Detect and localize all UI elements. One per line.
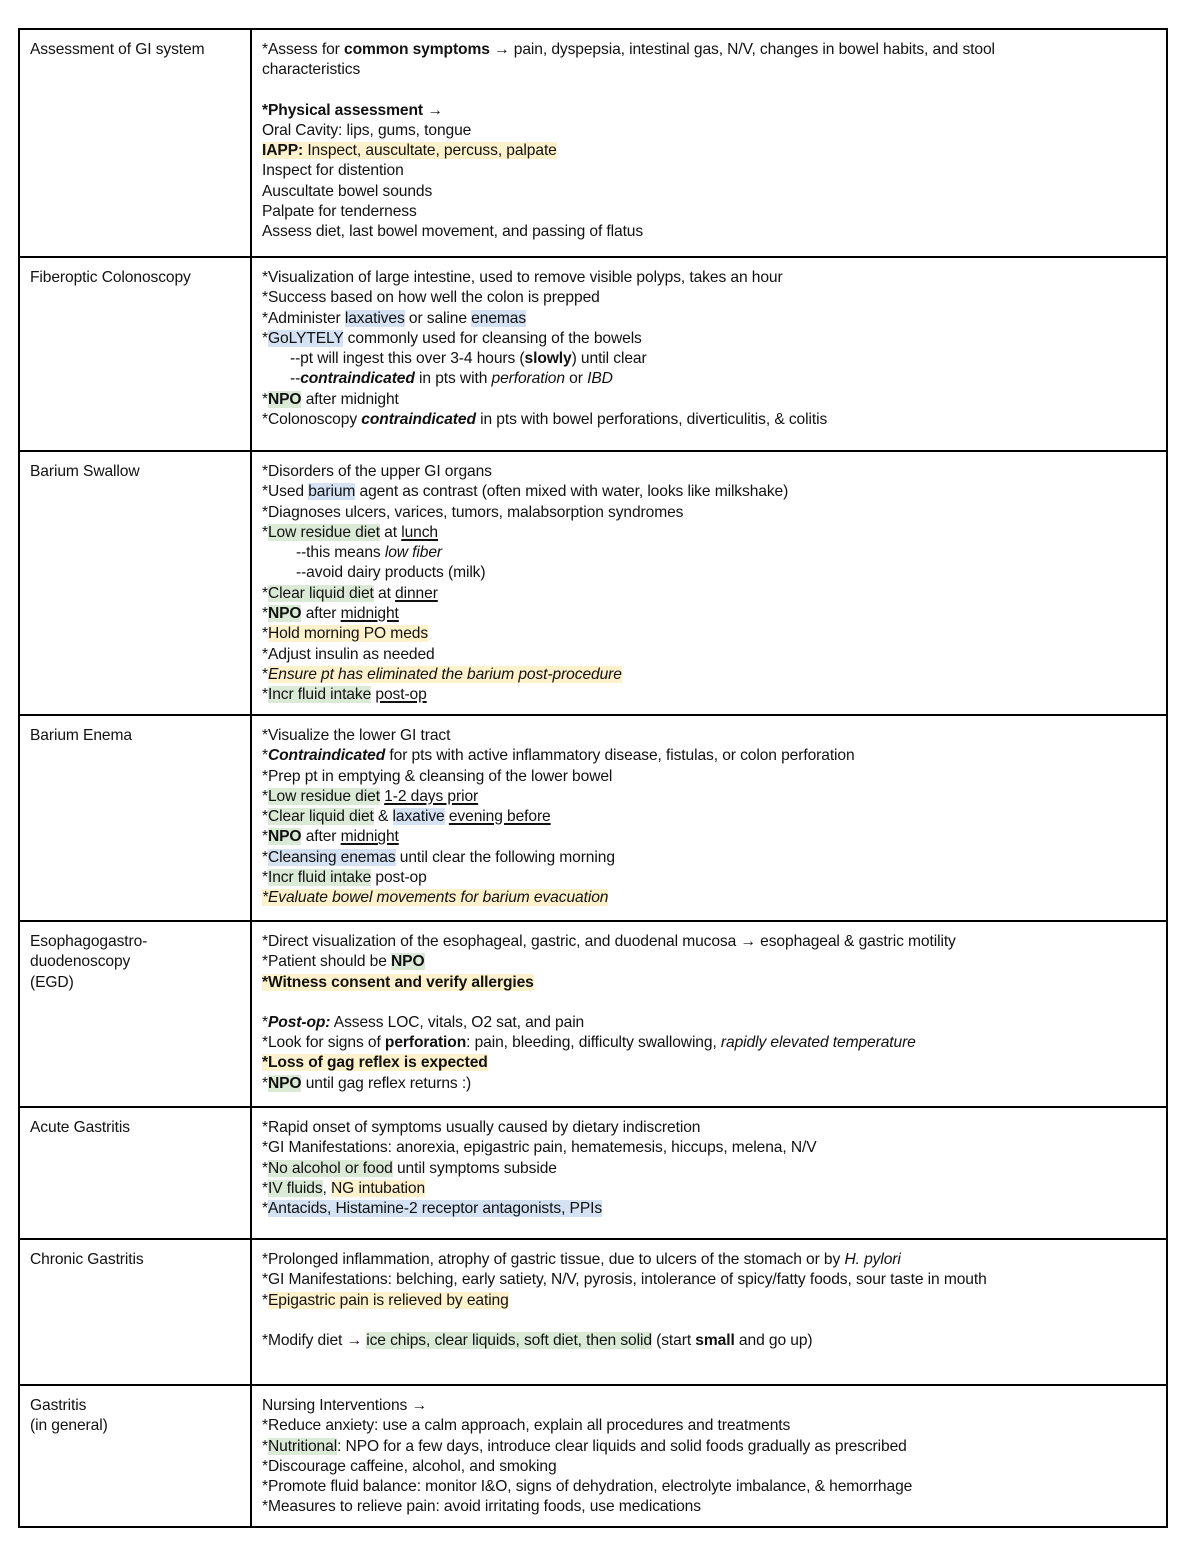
row-content: *Rapid onset of symptoms usually caused by dietary indiscretion *GI Manifestations: anorexia, epigastric pain, hematemesis, hiccups, melena, N/V *No alcohol or food until symptoms subside *IV fluids, NG intubation *Antacids, Histamine-2 receptor antagonists, PPIs [251, 1107, 1167, 1239]
row-content: *Disorders of the upper GI organs *Used barium agent as contrast (often mixed with water, looks like milkshake) *Diagnoses ulcers, varices, tumors, malabsorption syndromes *Low residue diet at lunch --this means low fiber --avoid dairy products (milk) *Clear liquid diet at dinner *NPO after midnight *Hold morning PO meds *Adjust insulin as needed *Ensure pt has eliminated the barium post-procedure *Incr fluid intake post-op [251, 451, 1167, 715]
table-row [19, 451, 1167, 715]
table-row [19, 1239, 1167, 1385]
row-label: Assessment of GI system [19, 29, 251, 257]
row-content: *Visualization of large intestine, used to remove visible polyps, takes an hour *Success based on how well the colon is prepped *Administer laxatives or saline enemas *GoLYTELY commonly used for cleansing of the bowels --pt will ingest this over 3-4 hours (slowly) until clear --contraindicated in pts with perforation or IBD *NPO after midnight *Colonoscopy contraindicated in pts with bowel perforations, diverticulitis, & colitis [251, 257, 1167, 451]
row-content: *Direct visualization of the esophageal, gastric, and duodenal mucosa → esophageal & gastric motility *Patient should be NPO *Witness consent and verify allergies *Post-op: Assess LOC, vitals, O2 sat, and pain *Look for signs of perforation: pain, bleeding, difficulty swallowing, rapidly elevated temperature *Loss of gag reflex is expected *NPO until gag reflex returns :) [251, 921, 1167, 1107]
row-content: *Prolonged inflammation, atrophy of gastric tissue, due to ulcers of the stomach or by H. pylori *GI Manifestations: belching, early satiety, N/V, pyrosis, intolerance of spicy/fatty foods, sour taste in mouth *Epigastric pain is relieved by eating *Modify diet → ice chips, clear liquids, soft diet, then solid (start small and go up) [251, 1239, 1167, 1385]
table-row [19, 1107, 1167, 1239]
row-label: Esophagogastro- duodenoscopy (EGD) [19, 921, 251, 1107]
row-content: *Visualize the lower GI tract *Contraindicated for pts with active inflammatory disease, fistulas, or colon perforation *Prep pt in emptying & cleansing of the lower bowel *Low residue diet 1-2 days prior *Clear liquid diet & laxative evening before *NPO after midnight *Cleansing enemas until clear the following morning *Incr fluid intake post-op *Evaluate bowel movements for barium evacuation [251, 715, 1167, 921]
row-label: Barium Enema [19, 715, 251, 921]
row-label: Acute Gastritis [19, 1107, 251, 1239]
table-row [19, 29, 1167, 257]
table-row [19, 921, 1167, 1107]
row-label: Chronic Gastritis [19, 1239, 251, 1385]
row-label: Gastritis (in general) [19, 1385, 251, 1527]
row-label: Barium Swallow [19, 451, 251, 715]
table-row [19, 257, 1167, 451]
table-row [19, 715, 1167, 921]
row-content: Nursing Interventions → *Reduce anxiety: use a calm approach, explain all procedures and treatments *Nutritional: NPO for a few days, introduce clear liquids and solid foods gradually as prescribed *Discourage caffeine, alcohol, and smoking *Promote fluid balance: monitor I&O, signs of dehydration, electrolyte imbalance, & hemorrhage *Measures to relieve pain: avoid irritating foods, use medications [251, 1385, 1167, 1527]
table-row [19, 1385, 1167, 1527]
row-content: *Assess for common symptoms → pain, dyspepsia, intestinal gas, N/V, changes in bowel habits, and stool characteristics *Physical assessment → Oral Cavity: lips, gums, tongue IAPP: Inspect, auscultate, percuss, palpate Inspect for distention Auscultate bowel sounds Palpate for tenderness Assess diet, last bowel movement, and passing of flatus [251, 29, 1167, 257]
row-label: Fiberoptic Colonoscopy [19, 257, 251, 451]
gi-notes-table [18, 28, 1168, 1528]
study-guide-page [18, 28, 1168, 1528]
